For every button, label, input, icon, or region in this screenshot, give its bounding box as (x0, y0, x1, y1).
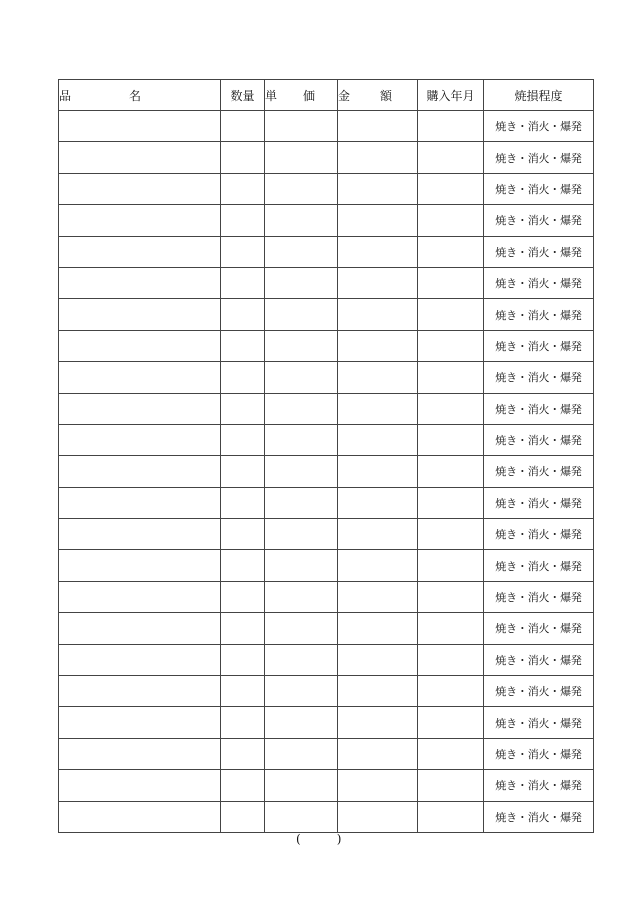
quantity-cell[interactable] (221, 362, 265, 393)
page-number-close-paren: ) (336, 832, 342, 846)
table-row (59, 173, 594, 204)
purchase-date-cell[interactable] (418, 173, 484, 204)
table-row (59, 613, 594, 644)
unit-price-cell[interactable] (265, 676, 338, 707)
quantity-cell[interactable] (221, 770, 265, 801)
table-row (59, 550, 594, 581)
unit-price-cell[interactable] (265, 330, 338, 361)
table-row (59, 393, 594, 424)
unit-price-cell[interactable] (265, 581, 338, 612)
item-name-cell[interactable] (59, 487, 221, 518)
amount-cell[interactable] (338, 267, 418, 298)
purchase-date-cell[interactable] (418, 267, 484, 298)
amount-cell[interactable] (338, 707, 418, 738)
purchase-date-cell[interactable] (418, 707, 484, 738)
unit-price-cell[interactable] (265, 111, 338, 142)
item-name-cell[interactable] (59, 770, 221, 801)
purchase-date-cell[interactable] (418, 738, 484, 769)
table-row (59, 487, 594, 518)
purchase-date-cell[interactable] (418, 362, 484, 393)
unit-price-cell[interactable] (265, 613, 338, 644)
amount-cell[interactable] (338, 111, 418, 142)
item-name-cell[interactable] (59, 142, 221, 173)
quantity-cell[interactable] (221, 205, 265, 236)
amount-cell[interactable] (338, 613, 418, 644)
damage-extent-cell: 焼き・消火・爆発 (484, 738, 594, 769)
quantity-cell[interactable] (221, 267, 265, 298)
item-name-cell[interactable] (59, 393, 221, 424)
unit-price-cell[interactable] (265, 142, 338, 173)
amount-cell[interactable] (338, 456, 418, 487)
header-amount-part2: 額 (380, 88, 393, 103)
damage-extent-cell: 焼き・消火・爆発 (484, 299, 594, 330)
unit-price-cell[interactable] (265, 550, 338, 581)
amount-cell[interactable] (338, 173, 418, 204)
header-unit-price-part2: 価 (303, 88, 316, 103)
unit-price-cell[interactable] (265, 456, 338, 487)
quantity-cell[interactable] (221, 581, 265, 612)
amount-cell[interactable] (338, 738, 418, 769)
unit-price-cell[interactable] (265, 173, 338, 204)
table-row (59, 236, 594, 267)
quantity-cell[interactable] (221, 299, 265, 330)
item-name-cell[interactable] (59, 205, 221, 236)
quantity-cell[interactable] (221, 519, 265, 550)
unit-price-cell[interactable] (265, 487, 338, 518)
quantity-cell[interactable] (221, 111, 265, 142)
damage-extent-cell: 焼き・消火・爆発 (484, 801, 594, 832)
damage-extent-cell: 焼き・消火・爆発 (484, 519, 594, 550)
purchase-date-cell[interactable] (418, 770, 484, 801)
item-name-cell[interactable] (59, 581, 221, 612)
header-unit-price-part1: 単 (265, 88, 278, 103)
damage-extent-cell: 焼き・消火・爆発 (484, 142, 594, 173)
damage-extent-cell: 焼き・消火・爆発 (484, 173, 594, 204)
amount-cell[interactable] (338, 487, 418, 518)
quantity-cell[interactable] (221, 173, 265, 204)
table-row (59, 738, 594, 769)
unit-price-cell[interactable] (265, 236, 338, 267)
table-row (59, 801, 594, 832)
item-name-cell[interactable] (59, 613, 221, 644)
purchase-date-cell[interactable] (418, 676, 484, 707)
purchase-date-cell[interactable] (418, 111, 484, 142)
amount-cell[interactable] (338, 676, 418, 707)
item-name-cell[interactable] (59, 267, 221, 298)
item-name-cell[interactable] (59, 707, 221, 738)
damage-extent-cell: 焼き・消火・爆発 (484, 424, 594, 455)
amount-cell[interactable] (338, 362, 418, 393)
unit-price-cell[interactable] (265, 801, 338, 832)
amount-cell[interactable] (338, 519, 418, 550)
table-row (59, 644, 594, 675)
page-number-open-paren: ( (296, 832, 301, 846)
header-item-name-part2: 名 (129, 88, 142, 103)
purchase-date-cell[interactable] (418, 142, 484, 173)
amount-cell[interactable] (338, 581, 418, 612)
table-row (59, 142, 594, 173)
damage-extent-cell: 焼き・消火・爆発 (484, 267, 594, 298)
unit-price-cell[interactable] (265, 362, 338, 393)
purchase-date-cell[interactable] (418, 613, 484, 644)
unit-price-cell[interactable] (265, 519, 338, 550)
table-row (59, 205, 594, 236)
table-row (59, 111, 594, 142)
table-row (59, 267, 594, 298)
amount-cell[interactable] (338, 550, 418, 581)
header-unit-price (265, 80, 338, 111)
quantity-cell[interactable] (221, 393, 265, 424)
amount-cell[interactable] (338, 299, 418, 330)
item-name-cell[interactable] (59, 299, 221, 330)
header-damage-extent: 焼損程度 (484, 80, 594, 111)
item-name-cell[interactable] (59, 330, 221, 361)
damage-extent-cell: 焼き・消火・爆発 (484, 581, 594, 612)
purchase-date-cell[interactable] (418, 299, 484, 330)
item-name-cell[interactable] (59, 519, 221, 550)
table-row (59, 581, 594, 612)
item-name-cell[interactable] (59, 111, 221, 142)
amount-cell[interactable] (338, 205, 418, 236)
purchase-date-cell[interactable] (418, 330, 484, 361)
unit-price-cell[interactable] (265, 707, 338, 738)
purchase-date-cell[interactable] (418, 519, 484, 550)
header-amount (338, 80, 418, 111)
page-number (296, 832, 341, 846)
damage-extent-cell: 焼き・消火・爆発 (484, 644, 594, 675)
unit-price-cell[interactable] (265, 644, 338, 675)
unit-price-cell[interactable] (265, 267, 338, 298)
table-row (59, 299, 594, 330)
unit-price-cell[interactable] (265, 738, 338, 769)
quantity-cell[interactable] (221, 676, 265, 707)
unit-price-cell[interactable] (265, 770, 338, 801)
unit-price-cell[interactable] (265, 205, 338, 236)
quantity-cell[interactable] (221, 707, 265, 738)
purchase-date-cell[interactable] (418, 801, 484, 832)
unit-price-cell[interactable] (265, 424, 338, 455)
amount-cell[interactable] (338, 236, 418, 267)
item-name-cell[interactable] (59, 424, 221, 455)
purchase-date-cell[interactable] (418, 393, 484, 424)
damage-extent-cell: 焼き・消火・爆発 (484, 236, 594, 267)
header-item-name-part1: 品 (59, 88, 72, 103)
damage-extent-cell: 焼き・消火・爆発 (484, 111, 594, 142)
purchase-date-cell[interactable] (418, 424, 484, 455)
purchase-date-cell[interactable] (418, 581, 484, 612)
quantity-cell[interactable] (221, 801, 265, 832)
header-purchase-date: 購入年月 (418, 80, 484, 111)
header-quantity: 数量 (221, 80, 265, 111)
quantity-cell[interactable] (221, 142, 265, 173)
table-row (59, 519, 594, 550)
damage-extent-cell: 焼き・消火・爆発 (484, 613, 594, 644)
damage-extent-cell: 焼き・消火・爆発 (484, 330, 594, 361)
table-row (59, 456, 594, 487)
amount-cell[interactable] (338, 801, 418, 832)
purchase-date-cell[interactable] (418, 487, 484, 518)
header-row (59, 80, 594, 111)
damage-extent-cell: 焼き・消火・爆発 (484, 707, 594, 738)
quantity-cell[interactable] (221, 236, 265, 267)
damage-extent-cell: 焼き・消火・爆発 (484, 676, 594, 707)
quantity-cell[interactable] (221, 613, 265, 644)
quantity-cell[interactable] (221, 487, 265, 518)
damage-extent-cell: 焼き・消火・爆発 (484, 456, 594, 487)
purchase-date-cell[interactable] (418, 644, 484, 675)
quantity-cell[interactable] (221, 738, 265, 769)
quantity-cell[interactable] (221, 644, 265, 675)
damage-extent-cell: 焼き・消火・爆発 (484, 550, 594, 581)
quantity-cell[interactable] (221, 456, 265, 487)
table-row (59, 676, 594, 707)
header-item-name (59, 80, 221, 111)
amount-cell[interactable] (338, 393, 418, 424)
quantity-cell[interactable] (221, 550, 265, 581)
table-row (59, 330, 594, 361)
amount-cell[interactable] (338, 644, 418, 675)
quantity-cell[interactable] (221, 330, 265, 361)
damage-extent-cell: 焼き・消火・爆発 (484, 205, 594, 236)
purchase-date-cell[interactable] (418, 205, 484, 236)
item-name-cell[interactable] (59, 738, 221, 769)
damage-extent-cell: 焼き・消火・爆発 (484, 770, 594, 801)
item-name-cell[interactable] (59, 550, 221, 581)
header-amount-part1: 金 (338, 88, 351, 103)
item-name-cell[interactable] (59, 456, 221, 487)
item-name-cell[interactable] (59, 236, 221, 267)
damaged-items-table (58, 79, 594, 833)
purchase-date-cell[interactable] (418, 550, 484, 581)
unit-price-cell[interactable] (265, 299, 338, 330)
purchase-date-cell[interactable] (418, 236, 484, 267)
amount-cell[interactable] (338, 424, 418, 455)
amount-cell[interactable] (338, 330, 418, 361)
table-row (59, 770, 594, 801)
amount-cell[interactable] (338, 142, 418, 173)
damage-extent-cell: 焼き・消火・爆発 (484, 393, 594, 424)
damage-extent-cell: 焼き・消火・爆発 (484, 362, 594, 393)
item-name-cell[interactable] (59, 173, 221, 204)
item-name-cell[interactable] (59, 676, 221, 707)
damage-extent-cell: 焼き・消火・爆発 (484, 487, 594, 518)
item-name-cell[interactable] (59, 362, 221, 393)
amount-cell[interactable] (338, 770, 418, 801)
table-row (59, 707, 594, 738)
item-name-cell[interactable] (59, 644, 221, 675)
quantity-cell[interactable] (221, 424, 265, 455)
purchase-date-cell[interactable] (418, 456, 484, 487)
table-row (59, 362, 594, 393)
item-name-cell[interactable] (59, 801, 221, 832)
table-row (59, 424, 594, 455)
unit-price-cell[interactable] (265, 393, 338, 424)
